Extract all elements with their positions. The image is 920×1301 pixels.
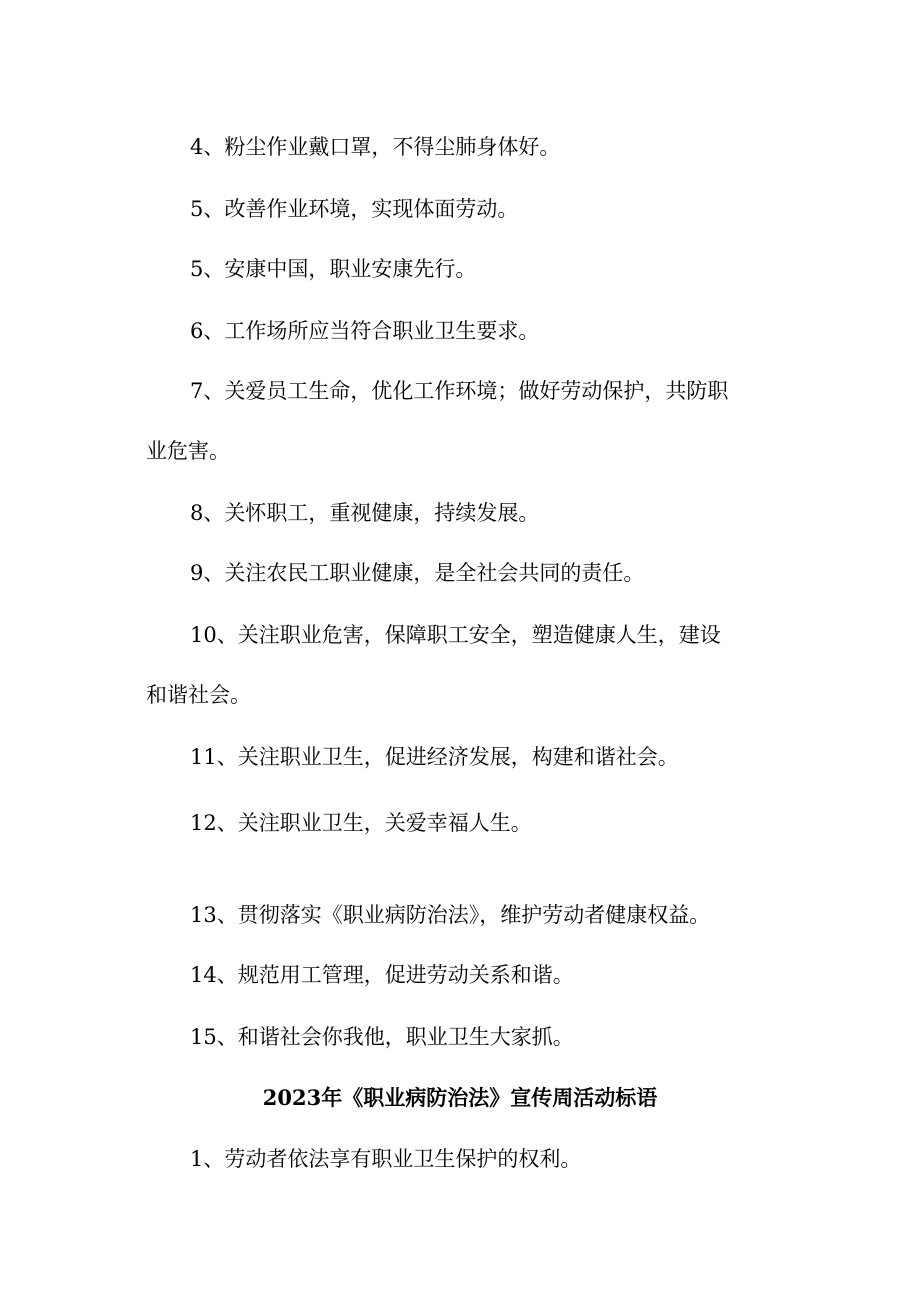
slogan-item-6: 6、工作场所应当符合职业卫生要求。 [190,319,540,343]
slogan-item-15: 15、和谐社会你我他，职业卫生大家抓。 [190,1025,574,1049]
slogan-item-13: 13、贯彻落实《职业病防治法》，维护劳动者健康权益。 [190,903,711,927]
slogan-item-7-continued: 业危害。 [146,439,230,463]
slogan-item-7: 7、关爱员工生命，优化工作环境；做好劳动保护，共防职 [190,379,729,403]
slogan-item-10-continued: 和谐社会。 [146,683,251,707]
slogan-item-5a: 5、改善作业环境，实现体面劳动。 [190,197,519,221]
slogan-item-11: 11、关注职业卫生，促进经济发展，构建和谐社会。 [190,745,679,769]
section-title: 2023年《职业病防治法》宣传周活动标语 [262,1085,658,1110]
slogan-item-8: 8、关怀职工，重视健康，持续发展。 [190,501,540,525]
slogan-item-5b: 5、安康中国，职业安康先行。 [190,257,477,281]
slogan-item-4: 4、粉尘作业戴口罩，不得尘肺身体好。 [190,135,561,159]
slogan-item-9: 9、关注农民工职业健康，是全社会共同的责任。 [190,561,645,585]
slogan-item-14: 14、规范用工管理，促进劳动关系和谐。 [190,963,574,987]
section-slogan-item-1: 1、劳动者依法享有职业卫生保护的权利。 [190,1147,582,1171]
slogan-item-10: 10、关注职业危害，保障职工安全，塑造健康人生，建设 [190,623,721,647]
slogan-item-12: 12、关注职业卫生，关爱幸福人生。 [190,811,532,835]
